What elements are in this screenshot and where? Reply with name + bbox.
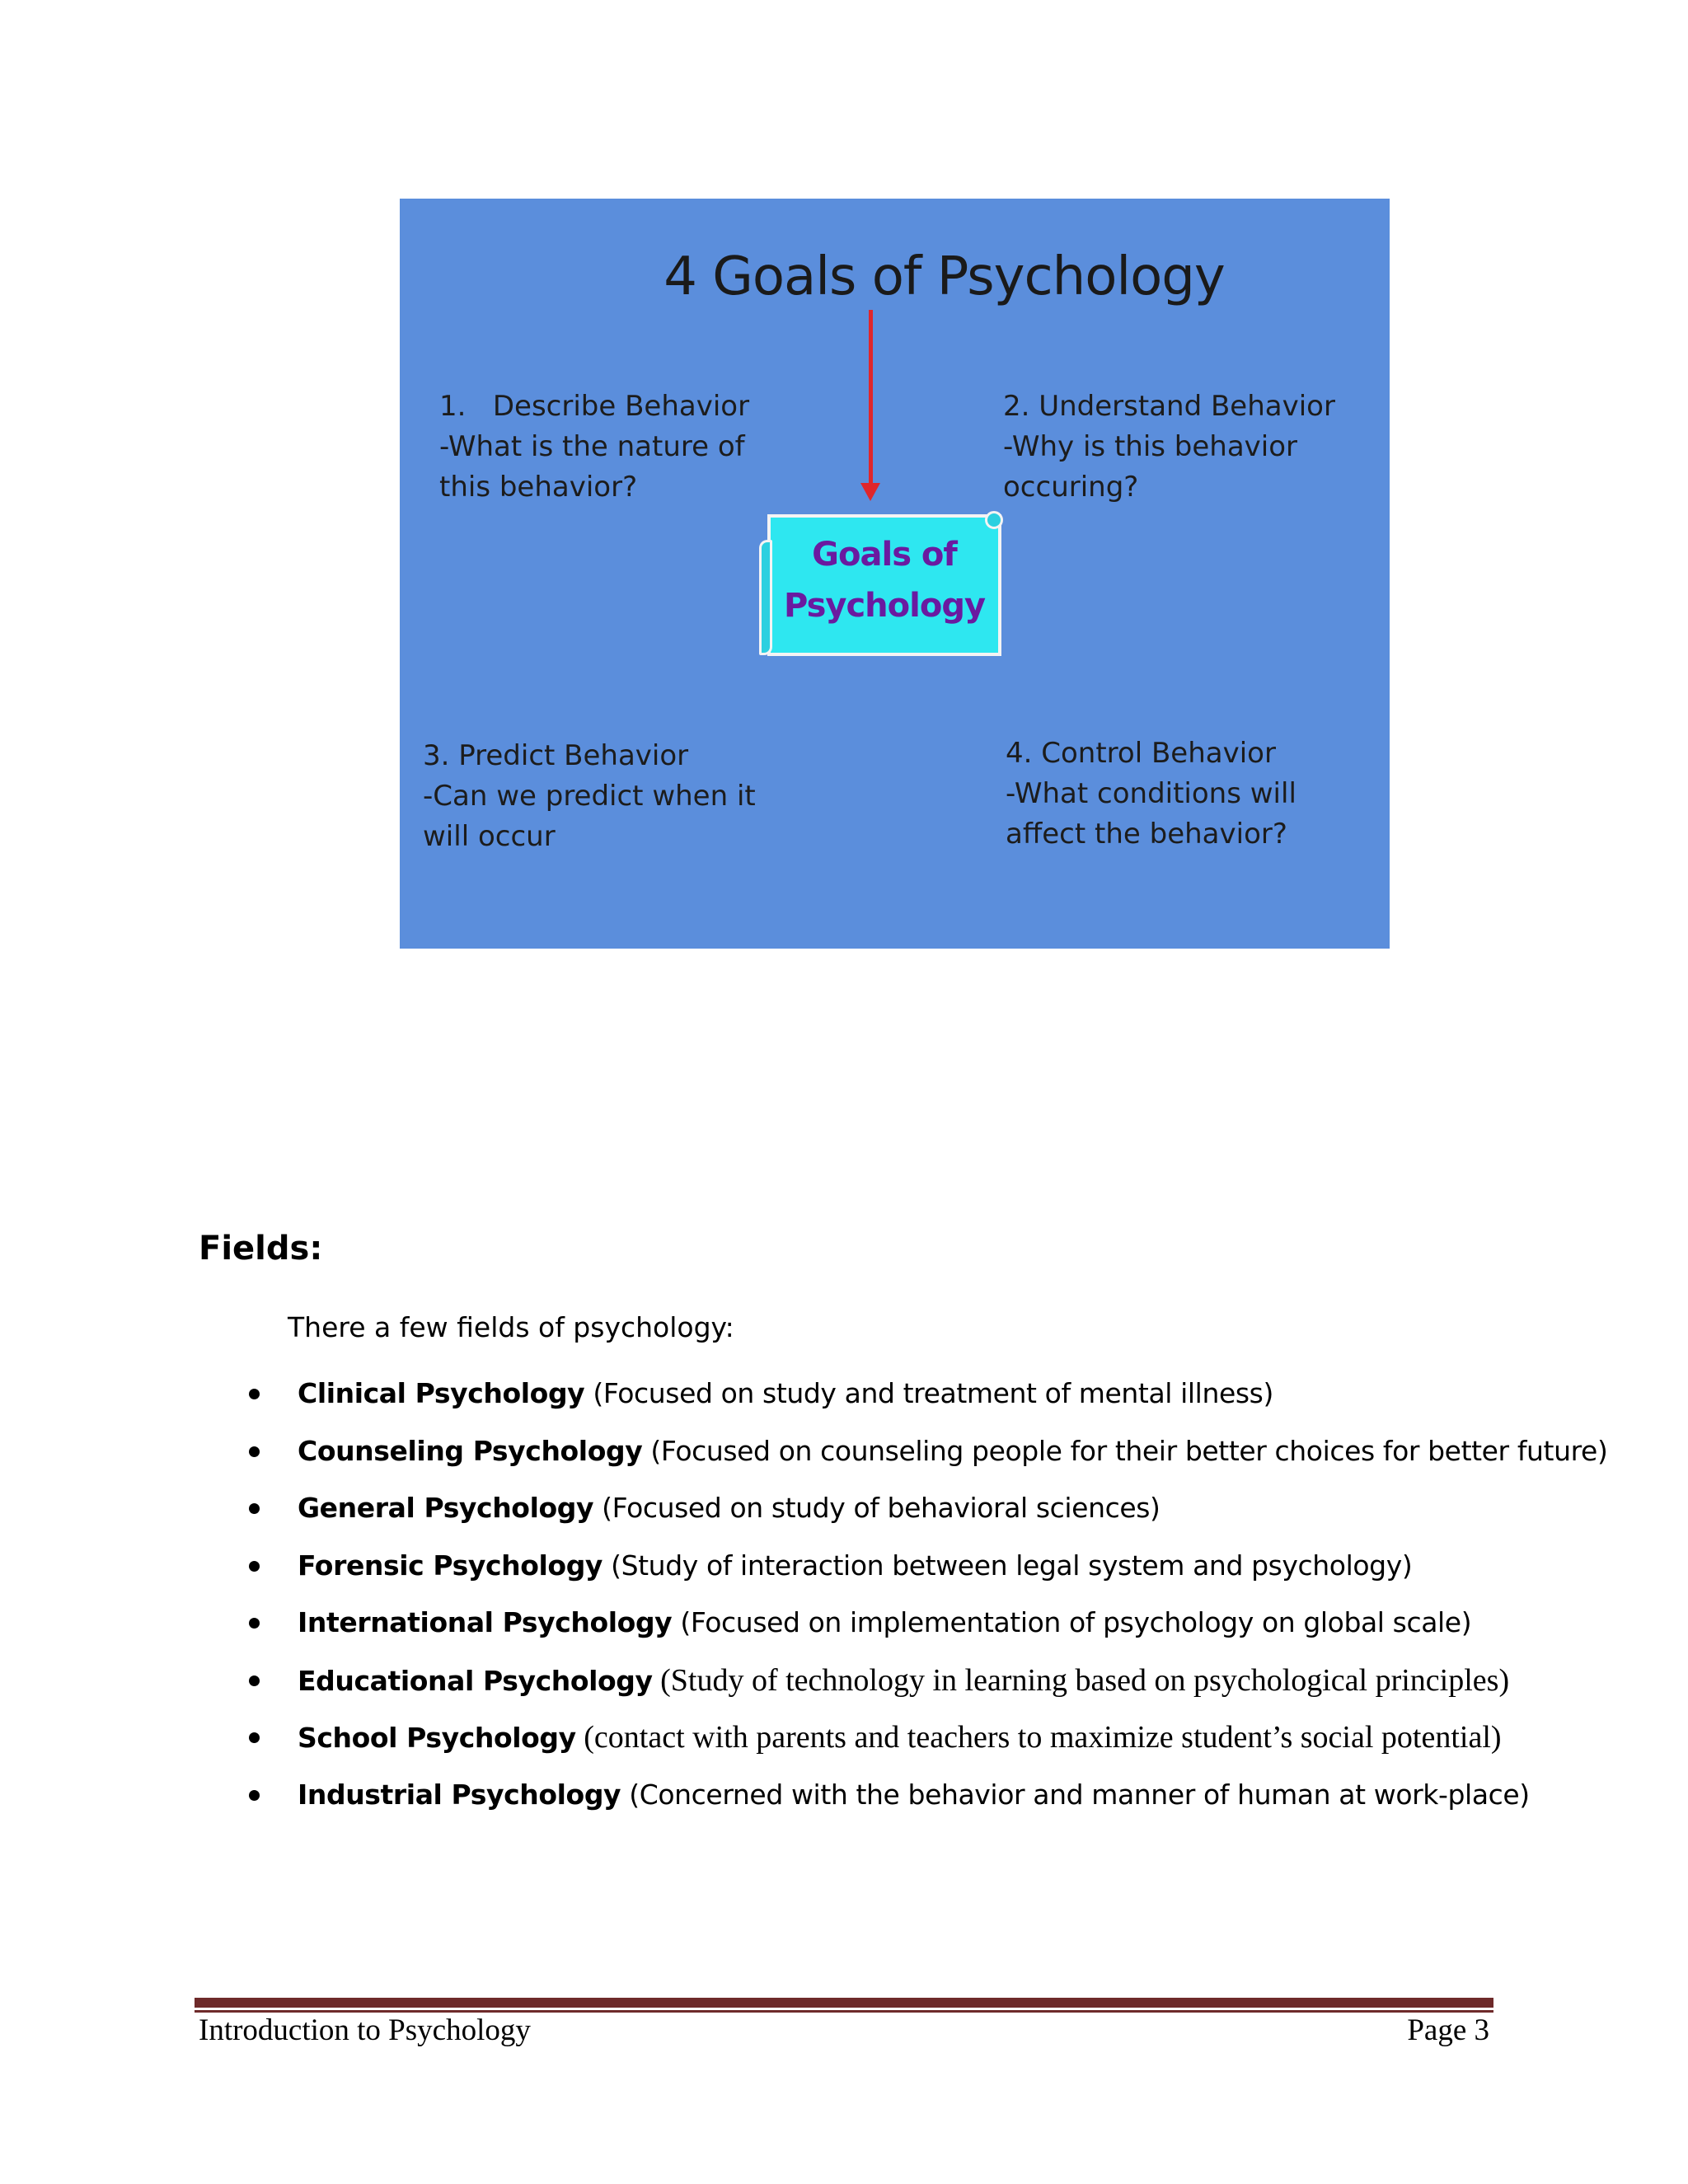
goal-question: -Can we predict when it [423, 780, 756, 813]
goal-control [1006, 733, 1296, 855]
footer-title: Introduction to Psychology [199, 2013, 531, 2047]
field-name: Forensic Psychology [298, 1549, 603, 1582]
field-name: Clinical Psychology [298, 1377, 585, 1409]
fields-intro: There a few fields of psychology: [288, 1311, 734, 1343]
scroll-banner [759, 511, 1003, 658]
goal-heading: 3. Predict Behavior [423, 739, 689, 772]
field-desc: (Study of technology in learning based on psychological principles) [652, 1662, 1510, 1698]
goal-question: -Why is this behavior [1003, 430, 1298, 463]
goal-question-cont: this behavior? [439, 471, 638, 504]
goal-question: -What conditions will [1006, 777, 1296, 810]
goal-question: -What is the nature of [439, 430, 745, 463]
page-number: Page 3 [1407, 2013, 1489, 2047]
down-arrow-icon [869, 310, 873, 491]
scroll-curl-right [985, 511, 1003, 529]
field-desc: (contact with parents and teachers to maximize student’s social potential) [575, 1720, 1502, 1755]
field-desc: (Concerned with the behavior and manner of human at work-place) [621, 1778, 1530, 1811]
field-name: Industrial Psychology [298, 1778, 621, 1811]
goal-heading: 4. Control Behavior [1006, 737, 1276, 770]
slide-title: 4 Goals of Psychology [663, 246, 1225, 307]
field-name: General Psychology [298, 1492, 594, 1524]
field-desc: (Focused on implementation of psychology on global scale) [672, 1606, 1472, 1638]
bullet-icon [249, 1618, 260, 1629]
fields-heading: Fields: [199, 1230, 323, 1268]
goal-understand [1003, 387, 1335, 508]
bullet-icon [249, 1675, 260, 1686]
scroll-label-line2: Psychology [783, 587, 986, 625]
scroll-label-line1: Goals of [812, 536, 957, 574]
field-desc: (Study of interaction between legal system and psychology) [603, 1549, 1413, 1582]
goal-question-cont: affect the behavior? [1006, 818, 1287, 851]
bullet-icon [249, 1389, 260, 1399]
footer-rule [195, 1998, 1493, 2008]
bullet-icon [249, 1732, 260, 1743]
field-desc: (Focused on study and treatment of mental illness) [584, 1377, 1273, 1409]
field-name: School Psychology [298, 1722, 576, 1754]
goal-question-cont: will occur [423, 820, 556, 853]
goals-slide-figure [400, 199, 1390, 949]
field-desc: (Focused on study of behavioral sciences) [593, 1492, 1160, 1524]
goal-heading: 2. Understand Behavior [1003, 390, 1335, 423]
scroll-label [767, 529, 1001, 631]
field-name: Counseling Psychology [298, 1434, 643, 1467]
bullet-icon [249, 1790, 260, 1801]
arrow-head-icon [860, 483, 880, 501]
goal-question-cont: occuring? [1003, 471, 1139, 504]
field-desc: (Focused on counseling people for their better choices for better future) [642, 1434, 1608, 1467]
bullet-icon [249, 1446, 260, 1457]
goal-predict [423, 736, 756, 857]
goal-describe [439, 387, 749, 508]
field-name: Educational Psychology [298, 1664, 653, 1697]
bullet-icon [249, 1561, 260, 1572]
field-name: International Psychology [298, 1606, 673, 1638]
bullet-icon [249, 1503, 260, 1514]
goal-heading: 1. Describe Behavior [439, 390, 750, 423]
